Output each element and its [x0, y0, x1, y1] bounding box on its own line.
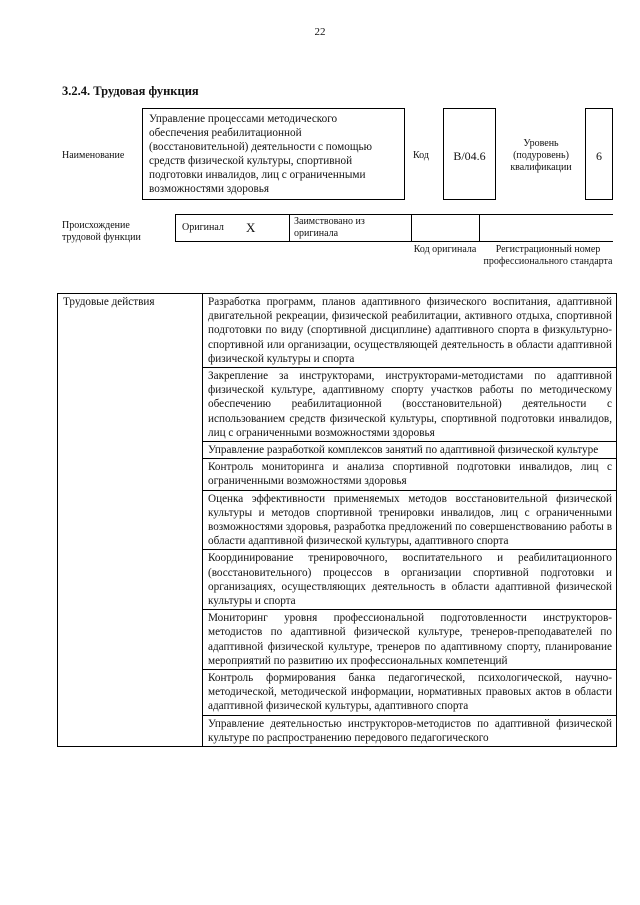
borrowed-cell [290, 215, 412, 241]
original-label: Оригинал [182, 222, 224, 233]
kod-original-cell [412, 215, 480, 241]
actions-table [57, 293, 617, 747]
reg-number-label: Регистрационный номер профессионального стандарта [483, 244, 613, 267]
actions-label: Трудовые действия [58, 294, 203, 747]
origin-row [175, 214, 613, 242]
action-item: Контроль мониторинга и анализа спортивной подготовки инвалидов, лиц с ограниченными возможностями здоровья [203, 459, 617, 490]
uroven-label: Уровень (подуровень) квалификации [510, 138, 572, 173]
page-number: 22 [314, 26, 326, 38]
original-mark: X [246, 220, 256, 235]
uroven-value: 6 [585, 108, 613, 200]
action-item: Контроль формирования банка педагогической, психологической, научно-методической, методической информации, нормативных правовых актов в области адаптивной физической культуры, адаптивного спорта [203, 670, 617, 716]
naimenovanie-label: Наименование [62, 150, 125, 161]
action-item: Разработка программ, планов адаптивного физического воспитания, адаптивной двигательной рекреации, физической реабилитации, активного отдыха, спортивной подготовки по виду (спортивной дисциплине) адаптивного спорта в физкультурно-спортивной или организации, осуществляющей деятельность в области адаптивной физической культуры и спорта [203, 294, 617, 368]
action-item: Оценка эффективности применяемых методов восстановительной физической культуры и методов спортивной тренировки инвалидов, лиц с ограниченными возможностями здоровья, разработка предложений по совершенствованию работы в области адаптивной физической культуры, адаптивного спорта [203, 490, 617, 550]
function-name: Управление процессами методического обеспечения реабилитационной (восстановительной) деятельности с помощью средств физической культуры, спортивной подготовки инвалидов, лиц с ограниченными возможностями здоровья [142, 108, 405, 200]
action-item: Управление деятельностью инструкторов-методистов по адаптивной физической культуре по распространению передового педагогического [203, 715, 617, 746]
section-title: 3.2.4. Трудовая функция [62, 84, 199, 98]
action-item: Закрепление за инструкторами, инструкторами-методистами по адаптивной физической культуре, адаптивному спорту участков работы по методическому обеспечению реабилитационной (восстановительной) деятельности с использованием средств физической культуры, спортивной подготовки инвалидов, лиц с ограниченными возможностями здоровья [203, 368, 617, 442]
action-item: Управление разработкой комплексов занятий по адаптивной физической культуре [203, 442, 617, 459]
table-row [58, 294, 617, 368]
kod-value: B/04.6 [443, 108, 496, 200]
borrowed-label: Заимствовано из оригинала [294, 216, 365, 239]
kod-original-label: Код оригинала [413, 244, 477, 255]
kod-label: Код [413, 150, 429, 161]
action-item: Координирование тренировочного, воспитательного и реабилитационного (восстановительного) процессов в организации спортивной подготовки и организациях, осуществляющих деятельность в области адаптивной физической культуры и спорта [203, 550, 617, 610]
action-item: Мониторинг уровня профессиональной подготовленности инструкторов-методистов по адаптивной физической культуре, тренеров-преподавателей по адаптивной физической культуре, тренеров по адаптивному спорту, планирование мероприятий по развитию их профессиональных компетенций [203, 610, 617, 670]
reg-number-cell [480, 215, 613, 241]
origin-label: Происхождение трудовой функции [62, 220, 141, 243]
original-cell [176, 215, 290, 241]
